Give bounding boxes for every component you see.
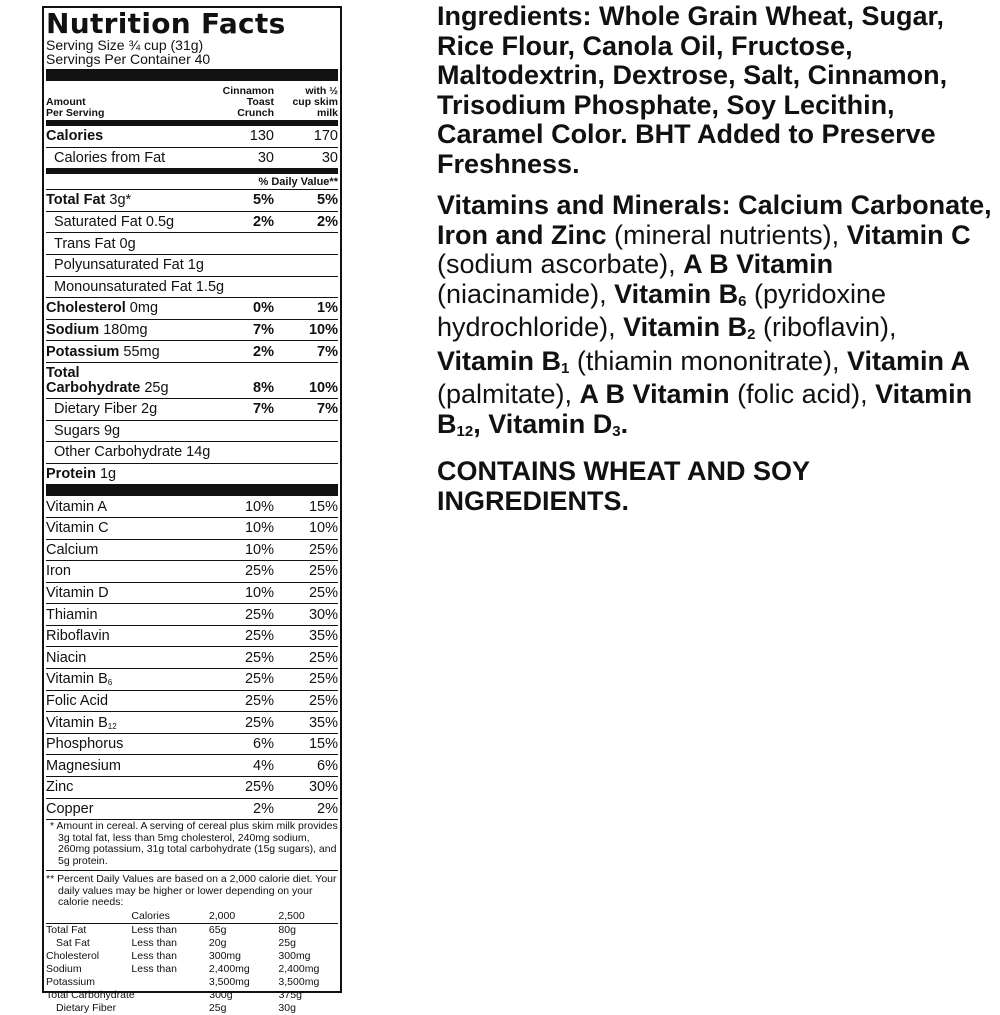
vitamin-milk-dv: 6% <box>317 757 338 774</box>
dv-table-cell: Less than <box>131 949 177 962</box>
protein-label: Protein <box>46 466 96 483</box>
total-fat-amount: 3g* <box>109 192 132 209</box>
per-serving-label: Per Serving <box>46 107 105 119</box>
dv-table-cell: Less than <box>131 936 178 949</box>
vitamin-cereal-dv: 25% <box>244 649 274 666</box>
vitamin-name: Niacin <box>46 649 87 666</box>
divider-thick <box>46 484 338 496</box>
vitamin-milk-dv: 35% <box>308 714 338 731</box>
dv-table-row <box>46 937 338 950</box>
vitamin-row <box>46 668 338 690</box>
dv-table-cell: Less than <box>131 962 177 975</box>
vitamin-milk-dv: 10% <box>308 520 338 537</box>
serving-size: Serving Size ¾ cup (31g) <box>46 37 204 53</box>
total-fat-milk: 5% <box>317 192 338 209</box>
dv-table-cell: 300mg <box>278 949 311 962</box>
dv-table-cell: Calories <box>131 909 170 922</box>
dv-table-row <box>46 950 338 963</box>
vitamin-milk-dv: 25% <box>308 584 338 601</box>
dv-table-cell: 30g <box>278 1001 296 1014</box>
calories-milk: 170 <box>313 128 338 145</box>
dv-table-cell: 25g <box>208 1001 227 1014</box>
potassium-row <box>46 340 338 362</box>
col1-header-line3: Crunch <box>237 107 274 119</box>
col2-header-line2: cup skim <box>292 96 338 108</box>
vitamin-cereal-dv: 25% <box>244 714 274 731</box>
vitamin-milk-dv: 25% <box>308 649 338 666</box>
vitamin-row <box>46 646 338 668</box>
carb-amount: 25g <box>144 379 169 396</box>
total-fat-cereal: 5% <box>253 192 274 209</box>
ingredients-text: Ingredients: Whole Grain Wheat, Sugar, Rice Flour, Canola Oil, Fructose, Maltodextrin, Dextrose, Salt, Cinnamon, Trisodium Phosphate, Soy Lecithin, Caramel Color. BHT Added to Preserve Freshness. <box>437 1 948 179</box>
protein-row <box>46 463 338 485</box>
column-header <box>46 81 338 120</box>
mono-fat-label: Monounsaturated Fat 1.5g <box>54 278 225 295</box>
dv-table-cell <box>131 1002 208 1015</box>
sat-fat-row <box>46 211 338 233</box>
dv-table-cell: 80g <box>278 923 296 936</box>
dv-table-cell: Potassium <box>46 975 96 988</box>
dv-table-cell: 3,500mg <box>278 975 320 988</box>
vitamin-cereal-dv: 10% <box>244 520 274 537</box>
vitamin-row <box>46 560 338 582</box>
dv-table-cell: 300mg <box>208 949 241 962</box>
dv-table-cell: Sodium <box>46 962 82 975</box>
vitamin-name: Vitamin $B_{12}$ <box>46 714 117 731</box>
ingredient-segment: (palmitate), <box>437 379 580 409</box>
daily-value-table <box>46 910 338 1015</box>
vitamin-name: Calcium <box>46 541 99 558</box>
vitamin-name: Riboflavin <box>46 628 110 645</box>
protein-amount: 1g <box>99 466 117 483</box>
mono-fat-row <box>46 276 338 298</box>
vitamin-name: Iron <box>46 563 71 580</box>
vitamin-cereal-dv: 25% <box>244 779 274 796</box>
vitamin-row <box>46 517 338 539</box>
carb-milk: 10% <box>308 379 338 396</box>
vitamin-row <box>46 539 338 561</box>
vitamin-milk-dv: 35% <box>308 628 338 645</box>
sodium-amount: 180mg <box>103 322 148 339</box>
ingredient-segment: Vitamin $B_6$ <box>614 278 747 310</box>
calories-cereal: 130 <box>249 128 274 145</box>
dv-table-cell: 300g <box>209 988 233 1001</box>
col1-header-line2: Toast <box>246 96 274 108</box>
dv-table-cell: 20g <box>208 936 227 949</box>
vitamin-name: Phosphorus <box>46 736 124 753</box>
potassium-amount: 55mg <box>123 343 160 360</box>
footnote-daily-values: ** Percent Daily Values are based on a 2,000 calorie diet. Your daily values may be higher or lower depending on your calorie needs: <box>46 870 338 910</box>
carb-cereal: 8% <box>253 379 274 396</box>
ingredient-segment: A B Vitamin <box>683 249 834 279</box>
cholesterol-milk: 1% <box>317 300 338 317</box>
ingredient-segment: (riboflavin), <box>755 312 897 342</box>
vitamin-row <box>46 754 338 776</box>
ingredient-segment: (pyridoxine hydrochloride), <box>437 278 887 342</box>
vitamin-cereal-dv: 6% <box>253 736 274 753</box>
servings-per-container: Servings Per Container 40 <box>46 51 211 67</box>
ingredient-segment: A B Vitamin <box>579 379 730 409</box>
ingredient-segment: Vitamin $B_{12}$ <box>437 379 973 440</box>
vitamin-name: Magnesium <box>46 757 121 774</box>
vitamin-milk-dv: 25% <box>308 692 338 709</box>
calories-label: Calories <box>46 128 104 145</box>
dv-table-cell: 2,400mg <box>278 962 320 975</box>
col1-header-line1: Cinnamon <box>222 85 274 97</box>
dv-table-cell <box>46 910 131 923</box>
poly-fat-label: Polyunsaturated Fat 1g <box>54 257 204 274</box>
ingredient-segment: (mineral nutrients), <box>606 219 847 250</box>
vitamin-milk-dv: 15% <box>308 498 338 515</box>
sugars-row <box>46 420 338 442</box>
dv-table-row <box>46 963 338 976</box>
carbohydrate-row <box>46 362 338 398</box>
vitamin-name: Vitamin C <box>46 520 109 537</box>
vitamin-row <box>46 603 338 625</box>
potassium-label: Potassium <box>46 343 120 360</box>
vitamin-milk-dv: 25% <box>308 563 338 580</box>
vitamin-row <box>46 733 338 755</box>
vitamin-row <box>46 776 338 798</box>
vitamin-cereal-dv: 25% <box>244 606 274 623</box>
cholesterol-row <box>46 297 338 319</box>
sat-fat-cereal: 2% <box>253 214 274 231</box>
carb-label-line1: Total <box>46 365 80 381</box>
dv-table-cell: 3,500mg <box>208 975 250 988</box>
dv-table-cell: Total Fat <box>46 923 87 936</box>
vitamin-name: Vitamin A <box>46 498 107 515</box>
dv-table-row <box>46 910 338 923</box>
vitamin-name: Vitamin D <box>46 584 109 601</box>
dv-table-cell: Sat Fat <box>56 936 90 949</box>
amount-label: Amount <box>46 96 86 108</box>
ingredient-segment: (niacinamide), <box>437 278 615 309</box>
col2-header-line1: with ½ <box>305 85 338 97</box>
carb-label-line2: Carbohydrate <box>46 379 141 396</box>
ingredient-segment: Vitamin $B_1$ <box>437 345 570 377</box>
ingredient-segment: (sodium ascorbate), <box>437 249 684 279</box>
fiber-label: Dietary Fiber 2g <box>54 401 158 418</box>
vitamins-minerals-text <box>437 191 997 443</box>
dv-table-cell: 375g <box>278 988 302 1001</box>
potassium-milk: 7% <box>317 343 338 360</box>
vitamin-list <box>46 496 338 819</box>
vitamin-row <box>46 496 338 517</box>
poly-fat-row <box>46 254 338 276</box>
ingredient-segment: , <box>473 408 489 439</box>
vitamin-milk-dv: 25% <box>308 541 338 558</box>
dv-table-cell: 2,400mg <box>208 962 250 975</box>
other-carb-label: Other Carbohydrate 14g <box>54 444 211 461</box>
fiber-milk: 7% <box>317 401 338 418</box>
trans-fat-row <box>46 232 338 254</box>
vitamin-cereal-dv: 25% <box>244 692 274 709</box>
vitamin-cereal-dv: 4% <box>253 757 274 774</box>
nutrition-facts-title: Nutrition Facts <box>46 7 286 40</box>
vitamin-name: Copper <box>46 800 94 817</box>
dv-table-cell: Cholesterol <box>46 949 100 962</box>
vitamin-milk-dv: 2% <box>317 800 338 817</box>
vitamin-cereal-dv: 2% <box>253 800 274 817</box>
ingredient-segment: . <box>620 408 629 439</box>
vitamin-name: Zinc <box>46 779 74 796</box>
vitamin-cereal-dv: 25% <box>244 628 274 645</box>
dv-table-cell: Less than <box>131 923 177 936</box>
ingredient-segment: Vitamin A <box>846 345 971 376</box>
dv-table-row <box>46 1002 338 1015</box>
vitamin-row <box>46 798 338 820</box>
vitamin-name: Vitamin $B_6$ <box>46 671 113 688</box>
calories-fat-milk: 30 <box>321 149 338 166</box>
calories-row <box>46 126 338 147</box>
fiber-cereal: 7% <box>253 401 274 418</box>
sodium-milk: 10% <box>308 322 338 339</box>
trans-fat-label: Trans Fat 0g <box>54 235 136 252</box>
ingredient-segment: Vitamin $D_3$ <box>488 408 621 440</box>
vitamin-cereal-dv: 10% <box>244 498 274 515</box>
dv-table-cell: 2,500 <box>278 909 305 922</box>
dv-table-cell: 25g <box>278 936 296 949</box>
cholesterol-cereal: 0% <box>253 300 274 317</box>
calories-fat-cereal: 30 <box>257 149 274 166</box>
sugars-label: Sugars 9g <box>54 422 121 439</box>
ingredient-segment: Vitamin $B_2$ <box>623 312 756 343</box>
ingredient-segment: (thiamin mononitrate), <box>569 345 847 376</box>
vitamin-row <box>46 625 338 647</box>
divider-thick <box>46 69 338 81</box>
total-fat-label: Total Fat <box>46 192 106 209</box>
footnote-amount-in-cereal: * Amount in cereal. A serving of cereal plus skim milk provides 3g total fat, less than 5mg cholesterol, 240mg sodium, 260mg potassium, 31g total carbohydrate (15g sugars), and 5g protein. <box>46 819 338 870</box>
vitamin-milk-dv: 15% <box>308 736 338 753</box>
cholesterol-amount: 0mg <box>129 300 159 317</box>
other-carb-row <box>46 441 338 463</box>
vitamin-row <box>46 711 338 733</box>
ingredients-section <box>437 2 997 516</box>
sodium-cereal: 7% <box>253 322 274 339</box>
total-fat-row <box>46 189 338 211</box>
dv-table-cell: 65g <box>208 923 227 936</box>
calories-fat-label: Calories from Fat <box>54 149 166 166</box>
vitamin-milk-dv: 30% <box>308 606 338 623</box>
vitamin-row <box>46 582 338 604</box>
dv-table-row <box>46 923 338 937</box>
vitamin-cereal-dv: 25% <box>244 563 274 580</box>
allergen-statement: CONTAINS WHEAT AND SOY INGREDIENTS. <box>437 456 810 516</box>
vitamin-cereal-dv: 25% <box>244 671 274 688</box>
dv-table-cell <box>131 976 208 989</box>
sat-fat-milk: 2% <box>317 214 338 231</box>
dv-table-row <box>46 976 338 989</box>
daily-value-header: % Daily Value** <box>258 175 338 188</box>
cholesterol-label: Cholesterol <box>46 300 126 317</box>
nutrition-facts-panel <box>42 6 342 1014</box>
calories-fat-row <box>46 147 338 169</box>
vitamin-row <box>46 690 338 712</box>
sodium-label: Sodium <box>46 322 100 339</box>
vitamin-name: Thiamin <box>46 606 98 623</box>
sat-fat-label: Saturated Fat 0.5g <box>54 214 175 231</box>
dv-table-cell: 2,000 <box>208 909 236 922</box>
fiber-row <box>46 398 338 420</box>
vitamin-cereal-dv: 10% <box>244 541 274 558</box>
vitamin-milk-dv: 25% <box>308 671 338 688</box>
col2-header-line3: milk <box>316 107 338 119</box>
sodium-row <box>46 319 338 341</box>
vitamin-milk-dv: 30% <box>308 779 338 796</box>
ingredient-segment: (folic acid), <box>729 379 876 409</box>
ingredient-segment: Vitamin C <box>846 219 971 250</box>
ingredient-segment: Vitamins and Minerals: Calcium Carbonate, Iron and Zinc <box>437 190 992 250</box>
dv-table-cell: Total Carbohydrate <box>46 988 135 1001</box>
vitamin-cereal-dv: 10% <box>244 584 274 601</box>
potassium-cereal: 2% <box>253 343 274 360</box>
vitamin-name: Folic Acid <box>46 692 109 709</box>
dv-table-cell: Dietary Fiber <box>56 1001 117 1014</box>
